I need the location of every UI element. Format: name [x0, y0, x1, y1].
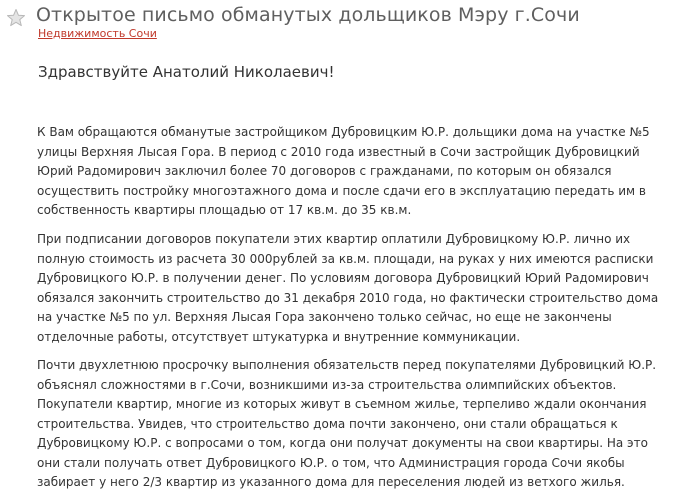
- letter-paragraph-3: Почти двухлетнюю просрочку выполнения обязательств перед покупателями Дубровицкий Ю.Р. объяснял сложностями в г.Сочи, возникшими из-за строительства олимпийских объектов. Покупатели квартир, многие из которых живут в съемном жилье, терпеливо ждали окончания строительства. Увидев, что строительство дома почти закончено, они стали обращаться к Дубровицкому Ю.Р. с вопросами о том, когда они получат документы на свои квартиры. На это они стали получать ответ Дубровицкого Ю.Р. о том, что Администрация города Сочи якобы забирает у него 2/3 квартир из указанного дома для переселения людей из ветхого жилья.: [37, 358, 657, 489]
- category-link[interactable]: Недвижимость Сочи: [38, 27, 157, 40]
- star-icon[interactable]: [6, 8, 26, 28]
- letter-paragraph-2: При подписании договоров покупатели этих квартир оплатили Дубровицкому Ю.Р. лично их полную стоимость из расчета 30 000рублей за кв.м. площади, на руках у них имеются расписки Дубровицкого Ю.Р. в получении денег. По условиям договора Дубровицкий Юрий Радомирович обязался закончить строительство до 31 декабря 2010 года, но фактически строительство дома на участке №5 по ул. Верхняя Лысая Гора закончено только сейчас, но еще не закончены отделочные работы, отсутствует штукатурка и внутренние коммуникации.: [37, 232, 659, 344]
- letter-paragraph-1: К Вам обращаются обманутые застройщиком Дубровицким Ю.Р. дольщики дома на участке №5 улицы Верхняя Лысая Гора. В период с 2010 года известный в Сочи застройщик Дубровицкий Юрий Радомирович заключил более 70 договоров с гражданами, по которым он обязался осуществить постройку многоэтажного дома и после сдачи его в эксплуатацию передать им в собственность квартиры площадью от 17 кв.м. до 35 кв.м.: [37, 125, 650, 217]
- post-title: Открытое письмо обманутых дольщиков Мэру г.Сочи: [36, 4, 580, 26]
- letter-greeting: Здравствуйте Анатолий Николаевич!: [38, 63, 335, 81]
